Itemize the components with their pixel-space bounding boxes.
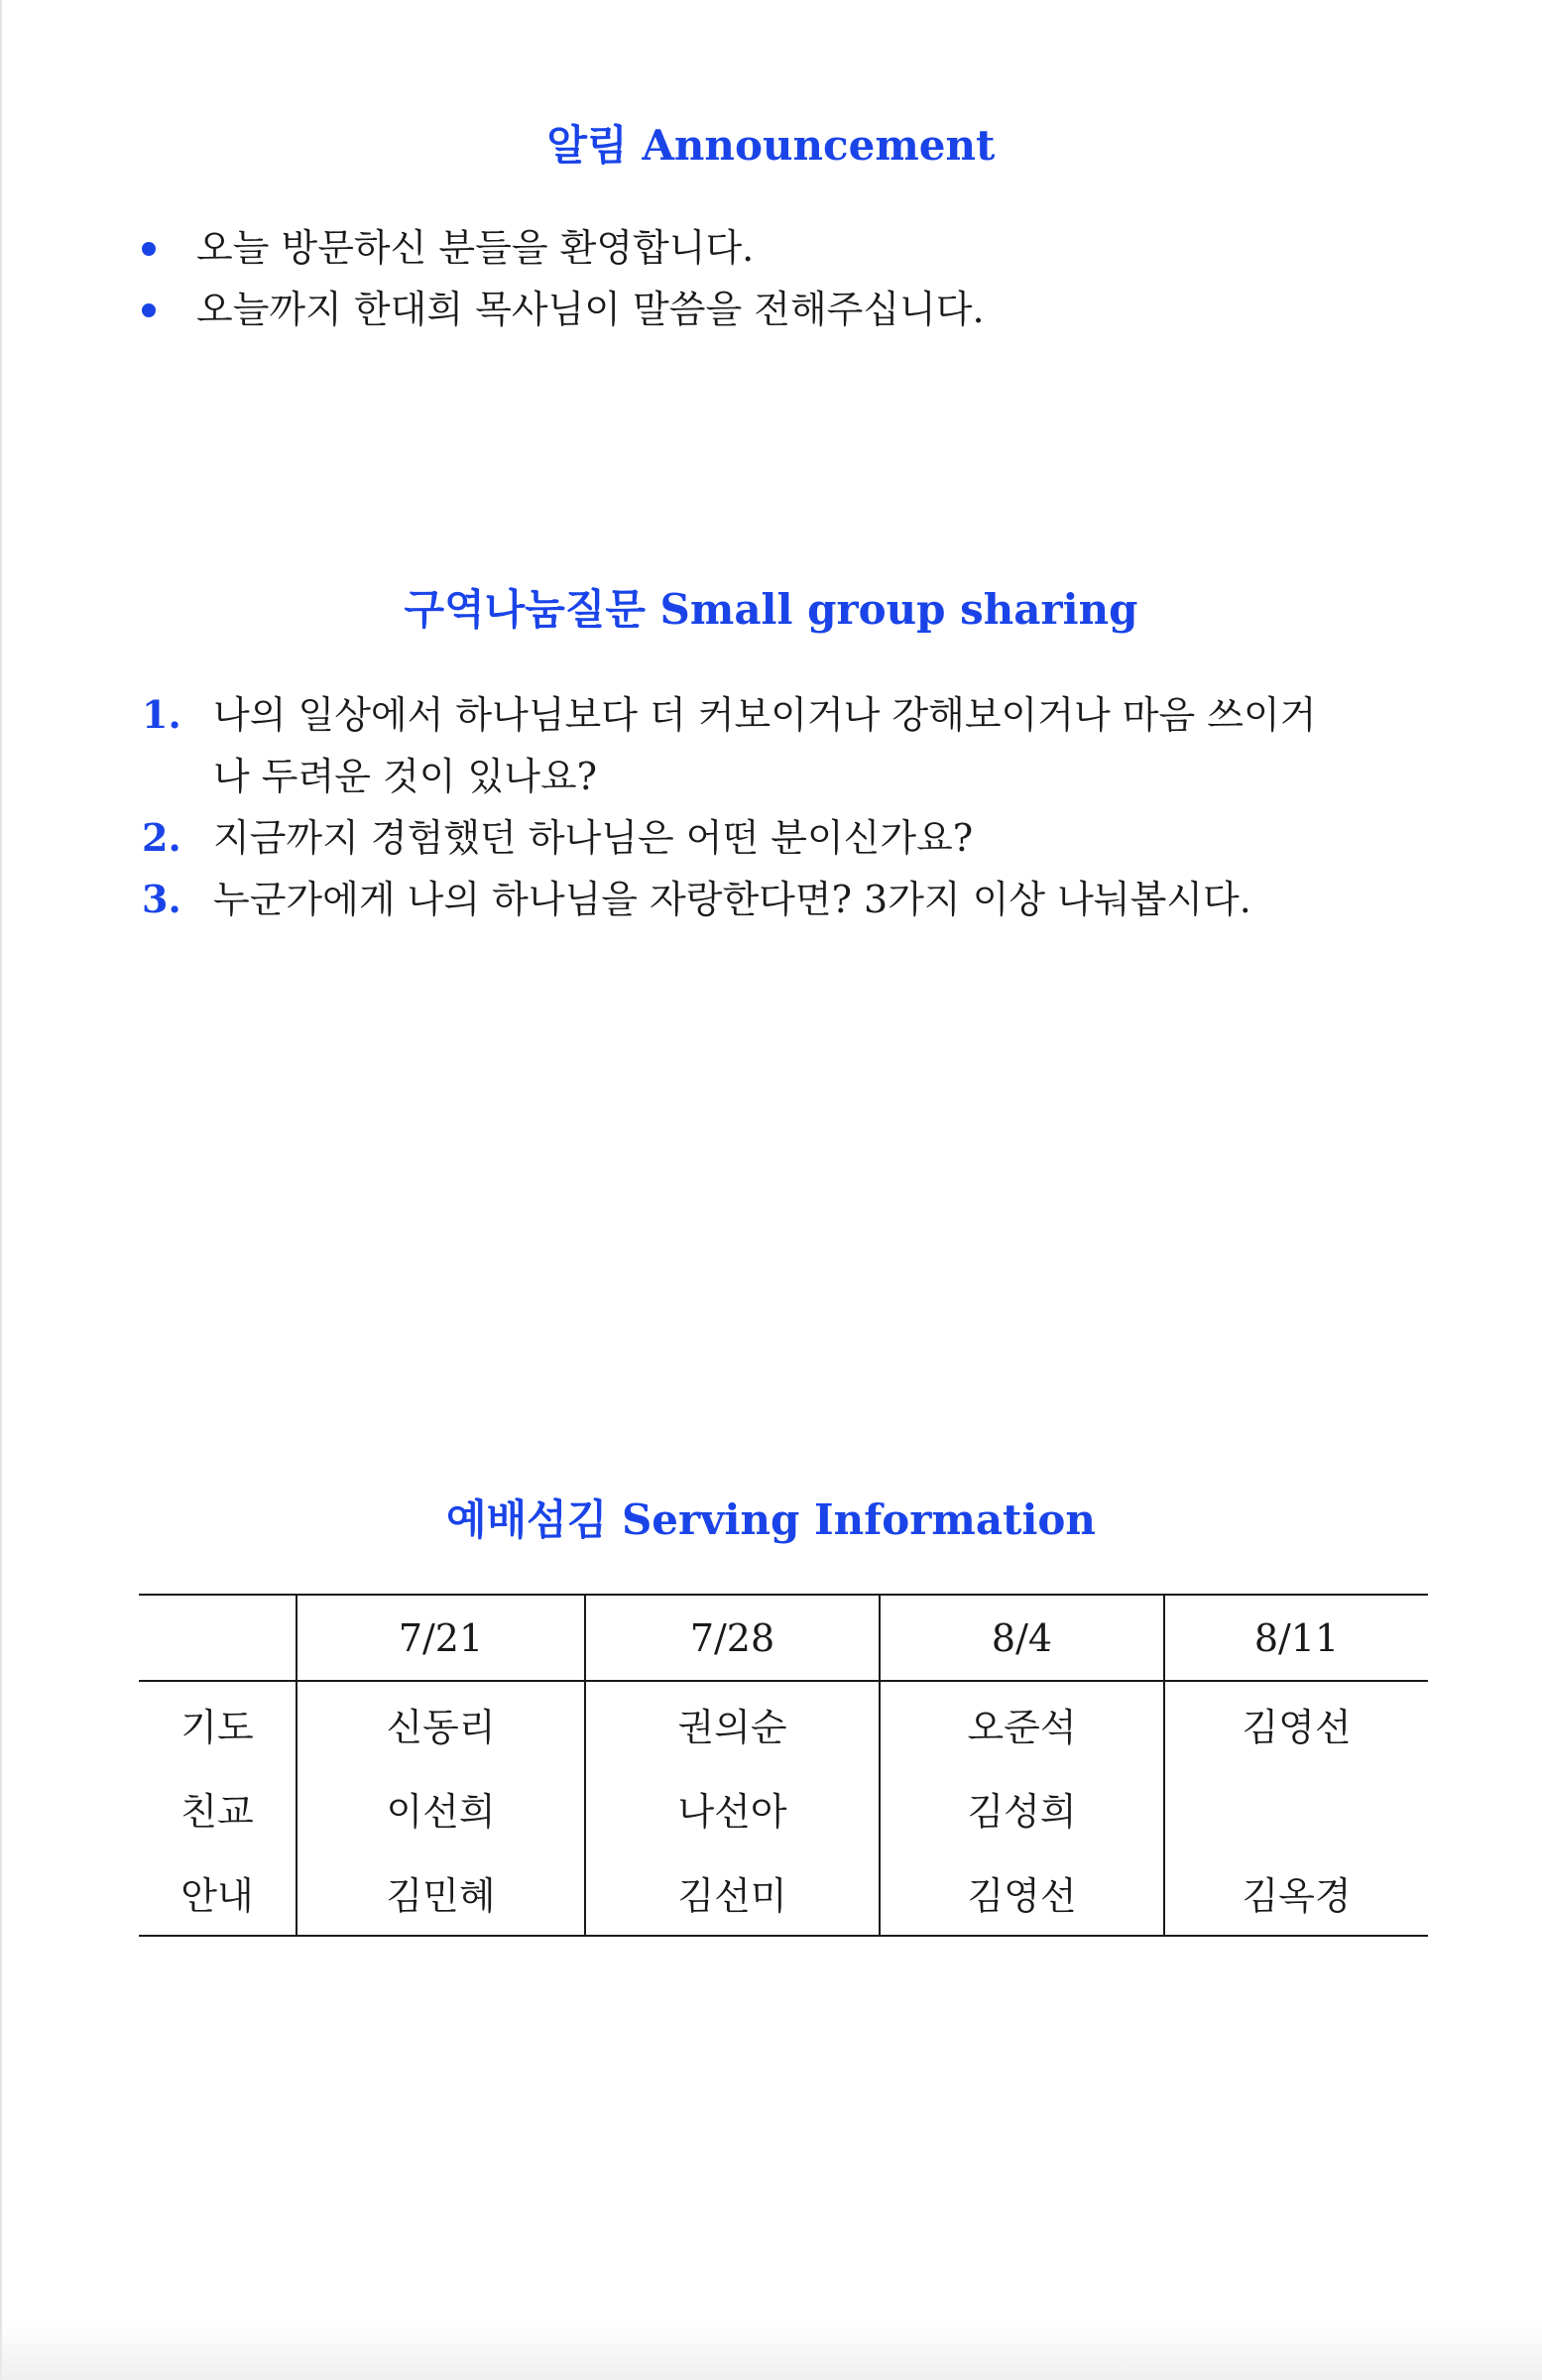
- question-text: 누군가에게 나의 하나님을 자랑한다면? 3가지 이상 나눠봅시다.: [213, 878, 1251, 921]
- sharing-question: [142, 807, 1332, 869]
- question-number: 2.: [142, 815, 181, 860]
- table-header-cell: [139, 1595, 297, 1681]
- role-cell: 친교: [180, 1790, 254, 1834]
- question-text: 나의 일상에서 하나님보다 더 커보이거나 강해보이거나 마음 쓰이거나 두려운 것이 있나요?: [213, 693, 1317, 798]
- question-number: 1.: [142, 692, 181, 737]
- role-cell: 기도: [180, 1706, 254, 1749]
- role-cell: 안내: [139, 1850, 297, 1936]
- announcement-item: [142, 279, 1431, 340]
- table-cell: 김영선: [880, 1850, 1164, 1936]
- serving-table: [139, 1594, 1428, 1937]
- table-header-cell: 7/28: [585, 1595, 880, 1681]
- table-cell: 권의순: [585, 1681, 880, 1766]
- table-cell: [1164, 1766, 1428, 1850]
- page-edge: [0, 0, 2, 2380]
- table-cell: 오준석: [880, 1681, 1164, 1766]
- table-header-cell: 8/11: [1164, 1595, 1428, 1681]
- sharing-question-list: [142, 684, 1332, 930]
- table-header-cell: 8/4: [880, 1595, 1164, 1681]
- sharing-question: [142, 684, 1332, 807]
- announcement-list: [142, 217, 1431, 340]
- table-header-row: [139, 1595, 1428, 1681]
- sharing-question: [142, 869, 1332, 930]
- table-cell: 김성희: [880, 1766, 1164, 1850]
- bullet-icon: [142, 303, 156, 317]
- announcement-title: 알림 Announcement: [546, 121, 996, 170]
- table-cell: 나선아: [585, 1766, 880, 1850]
- table-cell: 신동리: [297, 1681, 585, 1766]
- serving-title: 예배섬김 Serving Information: [446, 1495, 1096, 1544]
- table-row: [139, 1766, 1428, 1850]
- table-cell: 김선미: [585, 1850, 880, 1936]
- announcement-item: [142, 217, 1431, 279]
- announcement-item-text: 오늘 방문하신 분들을 환영합니다.: [196, 226, 755, 270]
- table-row: [139, 1850, 1428, 1936]
- table-row: [139, 1681, 1428, 1766]
- table-cell: 김옥경: [1164, 1850, 1428, 1936]
- announcement-item-text: 오늘까지 한대희 목사님이 말씀을 전해주십니다.: [196, 288, 985, 331]
- table-cell: 이선희: [297, 1766, 585, 1850]
- table-header-cell: 7/21: [297, 1595, 585, 1681]
- question-text: 지금까지 경험했던 하나님은 어떤 분이신가요?: [213, 816, 974, 860]
- table-cell: 김영선: [1164, 1681, 1428, 1766]
- question-number: 3.: [142, 877, 181, 921]
- sharing-title: 구역나눔질문 Small group sharing: [404, 585, 1138, 634]
- table-cell: 김민혜: [297, 1850, 585, 1936]
- page-bottom-shadow: [0, 2320, 1542, 2380]
- bullet-icon: [142, 242, 156, 256]
